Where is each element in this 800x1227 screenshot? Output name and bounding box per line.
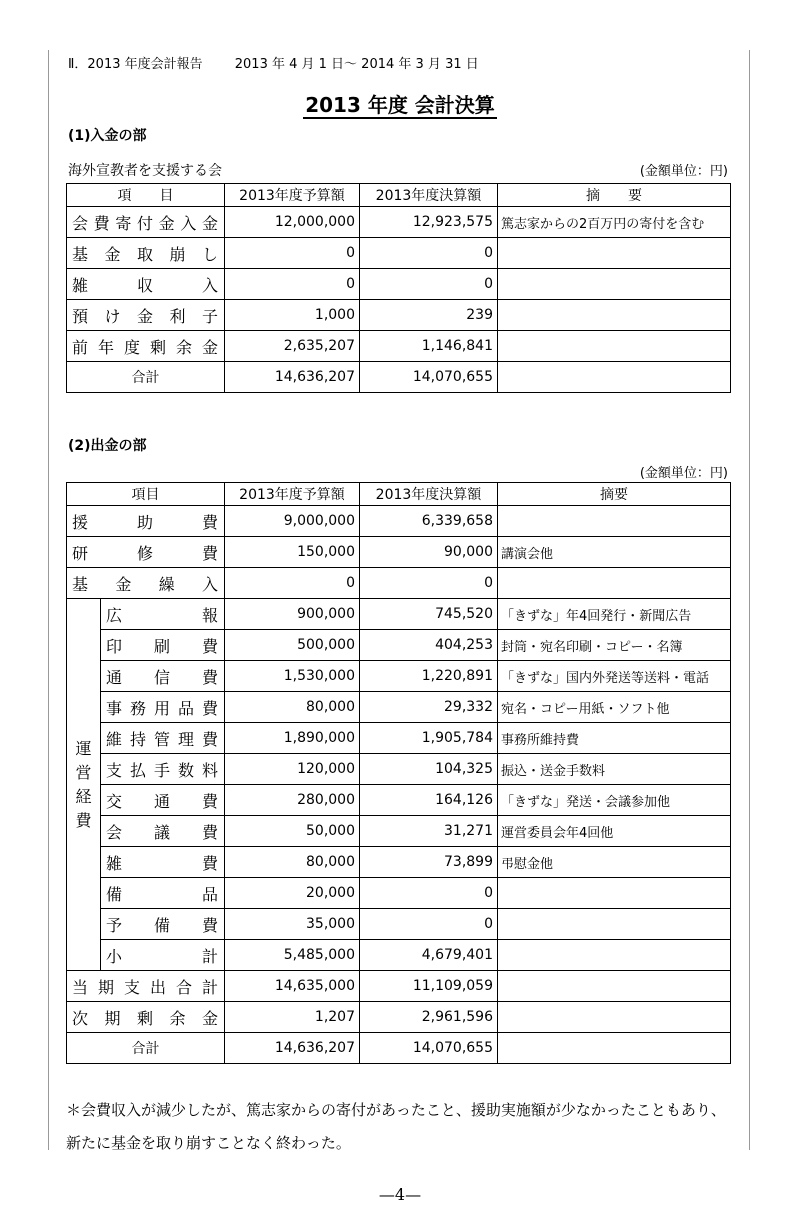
income-table (66, 183, 731, 393)
row-item-label: 合計 (67, 362, 225, 393)
row-item-label: 交通費 (101, 785, 225, 816)
row-item-label: 通信費 (101, 661, 225, 692)
table-row (67, 506, 731, 537)
row-note (498, 940, 731, 971)
row-note (498, 362, 731, 393)
row-actual-value: 404,253 (360, 630, 498, 661)
row-item-label: 雑収入 (67, 269, 225, 300)
row-actual-value: 164,126 (360, 785, 498, 816)
row-actual-value: 31,271 (360, 816, 498, 847)
table-row (67, 207, 731, 238)
row-actual-value: 11,109,059 (360, 971, 498, 1002)
table-row (67, 940, 731, 971)
table-row (67, 269, 731, 300)
row-note: 「きずな」国内外発送等送料・電話 (498, 661, 731, 692)
row-note: 封筒・宛名印刷・コピー・名簿 (498, 630, 731, 661)
row-item-label: 支払手数料 (101, 754, 225, 785)
row-note: 事務所維持費 (498, 723, 731, 754)
table-row (67, 537, 731, 568)
row-budget-value: 500,000 (225, 630, 360, 661)
row-note (498, 300, 731, 331)
table-row (67, 1002, 731, 1033)
row-budget-value: 900,000 (225, 599, 360, 630)
row-item-label: 当期支出合計 (67, 971, 225, 1002)
row-actual-value: 0 (360, 238, 498, 269)
row-item-label: 広報 (101, 599, 225, 630)
row-item-label: 援助費 (67, 506, 225, 537)
row-item-label: 会議費 (101, 816, 225, 847)
page-title-text: 2013 年度 会計決算 (305, 93, 495, 117)
table-row (67, 568, 731, 599)
row-item-label: 会費寄付金入金 (67, 207, 225, 238)
header-period: 2013 年 4 月 1 日～ 2014 年 3 月 31 日 (234, 57, 479, 72)
row-item-label: 維持管理費 (101, 723, 225, 754)
row-note (498, 568, 731, 599)
row-budget-value: 80,000 (225, 847, 360, 878)
row-item-label: 事務用品費 (101, 692, 225, 723)
row-budget-value: 2,635,207 (225, 331, 360, 362)
col-header-note: 摘 要 (498, 184, 731, 207)
row-note (498, 331, 731, 362)
row-budget-value: 12,000,000 (225, 207, 360, 238)
row-actual-value: 0 (360, 568, 498, 599)
row-budget-value: 1,000 (225, 300, 360, 331)
row-actual-value: 0 (360, 269, 498, 300)
row-item-label: 予備費 (101, 909, 225, 940)
row-budget-value: 9,000,000 (225, 506, 360, 537)
row-budget-value: 0 (225, 238, 360, 269)
row-item-label: 合計 (67, 1033, 225, 1064)
total-row (67, 362, 731, 393)
row-note (498, 269, 731, 300)
header-section: Ⅱ．2013 年度会計報告 (68, 57, 203, 72)
row-note (498, 1002, 731, 1033)
row-budget-value: 150,000 (225, 537, 360, 568)
row-note: 「きずな」年4回発行・新聞広告 (498, 599, 731, 630)
row-actual-value: 239 (360, 300, 498, 331)
table-row (67, 847, 731, 878)
table-row (67, 816, 731, 847)
row-item-label: 前年度剰余金 (67, 331, 225, 362)
row-item-label: 小計 (101, 940, 225, 971)
table-row (67, 331, 731, 362)
row-budget-value: 1,207 (225, 1002, 360, 1033)
row-actual-value: 90,000 (360, 537, 498, 568)
row-actual-value: 104,325 (360, 754, 498, 785)
crop-mark-right (749, 50, 750, 1150)
row-actual-value: 12,923,575 (360, 207, 498, 238)
col-header-budget: 2013年度予算額 (225, 184, 360, 207)
row-item-label: 印刷費 (101, 630, 225, 661)
row-item-label: 預け金利子 (67, 300, 225, 331)
income-heading: (1)入金の部 (68, 128, 147, 144)
row-item-label: 次期剰余金 (67, 1002, 225, 1033)
table-row (67, 909, 731, 940)
row-actual-value: 4,679,401 (360, 940, 498, 971)
total-row (67, 1033, 731, 1064)
table-row (67, 785, 731, 816)
page-title (0, 89, 800, 118)
row-note: 宛名・コピー用紙・ソフト他 (498, 692, 731, 723)
row-budget-value: 50,000 (225, 816, 360, 847)
row-note: 講演会他 (498, 537, 731, 568)
row-note (498, 1033, 731, 1064)
row-budget-value: 14,636,207 (225, 362, 360, 393)
col-header-note: 摘要 (498, 483, 731, 506)
row-note (498, 909, 731, 940)
row-actual-value: 0 (360, 909, 498, 940)
row-note: 「きずな」発送・会議参加他 (498, 785, 731, 816)
operating-expense-group-label (67, 599, 101, 971)
row-item-label: 備品 (101, 878, 225, 909)
income-unit-label: (金額単位：円) (639, 164, 728, 179)
page-number: —4— (378, 1185, 422, 1204)
row-budget-value: 120,000 (225, 754, 360, 785)
row-actual-value: 2,961,596 (360, 1002, 498, 1033)
row-item-label: 基金取崩し (67, 238, 225, 269)
row-actual-value: 14,070,655 (360, 1033, 498, 1064)
row-note: 篤志家からの2百万円の寄付を含む (498, 207, 731, 238)
table-row (67, 238, 731, 269)
col-header-item: 項目 (67, 483, 225, 506)
table-row (67, 599, 731, 630)
row-actual-value: 1,905,784 (360, 723, 498, 754)
col-header-item: 項 目 (67, 184, 225, 207)
row-note (498, 238, 731, 269)
col-header-budget: 2013年度予算額 (225, 483, 360, 506)
table-row (67, 878, 731, 909)
table-row (67, 971, 731, 1002)
table-row (67, 630, 731, 661)
row-budget-value: 0 (225, 568, 360, 599)
row-budget-value: 20,000 (225, 878, 360, 909)
table-row (67, 300, 731, 331)
row-note (498, 506, 731, 537)
row-actual-value: 14,070,655 (360, 362, 498, 393)
col-header-actual: 2013年度決算額 (360, 184, 498, 207)
organization-name: 海外宣教者を支援する会 (68, 163, 222, 179)
expense-header-row (67, 483, 731, 506)
row-budget-value: 80,000 (225, 692, 360, 723)
crop-mark-left (48, 50, 49, 1150)
report-header (68, 53, 479, 72)
row-item-label: 雑費 (101, 847, 225, 878)
row-note: 弔慰金他 (498, 847, 731, 878)
row-budget-value: 0 (225, 269, 360, 300)
row-actual-value: 1,220,891 (360, 661, 498, 692)
row-actual-value: 745,520 (360, 599, 498, 630)
row-item-label: 研修費 (67, 537, 225, 568)
row-budget-value: 280,000 (225, 785, 360, 816)
table-row (67, 723, 731, 754)
row-budget-value: 35,000 (225, 909, 360, 940)
row-note: 振込・送金手数料 (498, 754, 731, 785)
row-budget-value: 1,530,000 (225, 661, 360, 692)
operating-expense-group-text: 運営経費 (75, 738, 92, 830)
expense-unit-label: (金額単位：円) (639, 466, 728, 481)
row-budget-value: 14,635,000 (225, 971, 360, 1002)
row-budget-value: 14,636,207 (225, 1033, 360, 1064)
expense-heading: (2)出金の部 (68, 438, 147, 454)
expense-table (66, 482, 731, 1064)
row-actual-value: 73,899 (360, 847, 498, 878)
row-actual-value: 1,146,841 (360, 331, 498, 362)
income-header-row (67, 184, 731, 207)
row-actual-value: 6,339,658 (360, 506, 498, 537)
row-item-label: 基金繰入 (67, 568, 225, 599)
row-budget-value: 5,485,000 (225, 940, 360, 971)
footnote: ＊会費収入が減少したが、篤志家からの寄付があったこと、援助実施額が少なかったこともあり、新たに基金を取り崩すことなく終わった。 (66, 1101, 726, 1152)
row-note: 運営委員会年4回他 (498, 816, 731, 847)
row-note (498, 971, 731, 1002)
row-actual-value: 29,332 (360, 692, 498, 723)
row-actual-value: 0 (360, 878, 498, 909)
row-budget-value: 1,890,000 (225, 723, 360, 754)
row-note (498, 878, 731, 909)
table-row (67, 692, 731, 723)
col-header-actual: 2013年度決算額 (360, 483, 498, 506)
table-row (67, 754, 731, 785)
table-row (67, 661, 731, 692)
